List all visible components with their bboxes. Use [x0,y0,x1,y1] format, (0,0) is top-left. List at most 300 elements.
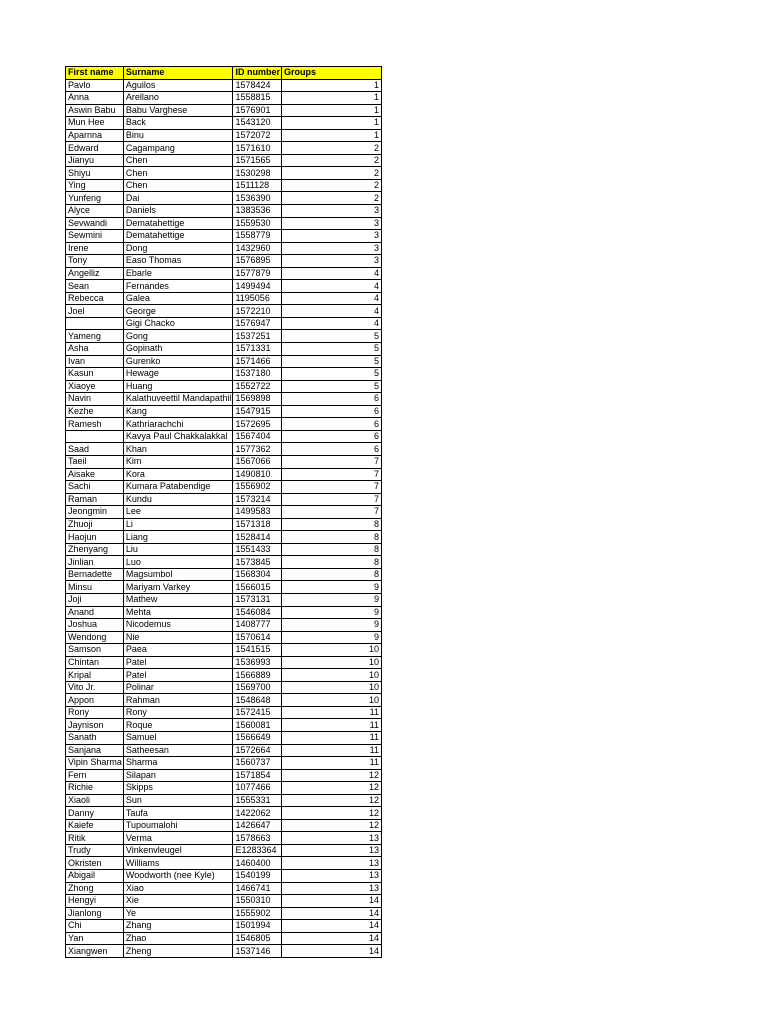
cell-first-name[interactable]: Ramesh [66,418,124,431]
cell-id-number[interactable]: 1530298 [233,167,282,180]
cell-surname[interactable]: Zhao [123,932,233,945]
cell-id-number[interactable]: 1568304 [233,568,282,581]
cell-first-name[interactable]: Yunfeng [66,192,124,205]
cell-surname[interactable]: Tupoumalohi [123,819,233,832]
table-row [66,920,382,933]
cell-first-name[interactable]: Vito Jr. [66,681,124,694]
cell-group[interactable]: 10 [281,669,381,682]
cell-group[interactable]: 10 [281,681,381,694]
cell-group[interactable]: 1 [281,79,381,92]
cell-surname[interactable]: Fernandes [123,280,233,293]
cell-first-name[interactable]: Mun Hee [66,117,124,130]
cell-surname[interactable]: Binu [123,129,233,142]
cell-id-number[interactable]: 1573845 [233,556,282,569]
cell-group[interactable]: 4 [281,317,381,330]
cell-surname[interactable]: Xiao [123,882,233,895]
cell-first-name[interactable]: Danny [66,807,124,820]
cell-surname[interactable]: Patel [123,656,233,669]
cell-group[interactable]: 14 [281,920,381,933]
cell-first-name[interactable]: Chi [66,920,124,933]
cell-group[interactable]: 8 [281,543,381,556]
cell-surname[interactable]: Sharma [123,757,233,770]
cell-group[interactable]: 12 [281,782,381,795]
cell-group[interactable]: 1 [281,117,381,130]
cell-group[interactable]: 9 [281,593,381,606]
cell-first-name[interactable]: Xiaoye [66,380,124,393]
cell-group[interactable]: 9 [281,581,381,594]
cell-id-number[interactable]: 1566649 [233,731,282,744]
cell-first-name[interactable]: Okristen [66,857,124,870]
cell-first-name[interactable]: Appon [66,694,124,707]
cell-surname[interactable]: Chen [123,154,233,167]
cell-id-number[interactable]: 1537180 [233,368,282,381]
cell-surname[interactable]: Daniels [123,205,233,218]
cell-id-number[interactable]: 1548648 [233,694,282,707]
cell-surname[interactable]: Roque [123,719,233,732]
cell-group[interactable]: 11 [281,744,381,757]
cell-surname[interactable]: Huang [123,380,233,393]
cell-id-number[interactable]: 1499494 [233,280,282,293]
cell-group[interactable]: 6 [281,405,381,418]
cell-id-number[interactable]: 1490810 [233,468,282,481]
cell-surname[interactable]: Gong [123,330,233,343]
cell-first-name[interactable]: Trudy [66,844,124,857]
cell-surname[interactable]: Williams [123,857,233,870]
cell-surname[interactable]: Rony [123,706,233,719]
cell-group[interactable]: 10 [281,656,381,669]
cell-first-name[interactable]: Aisake [66,468,124,481]
cell-group[interactable]: 3 [281,205,381,218]
cell-first-name[interactable]: Angelliz [66,267,124,280]
cell-first-name[interactable]: Zhong [66,882,124,895]
cell-surname[interactable]: Skipps [123,782,233,795]
cell-id-number[interactable]: E1283364 [233,844,282,857]
table-row [66,531,382,544]
cell-group[interactable]: 13 [281,882,381,895]
cell-group[interactable]: 12 [281,769,381,782]
cell-first-name[interactable]: Jeongmin [66,506,124,519]
cell-id-number[interactable]: 1555331 [233,794,282,807]
cell-surname[interactable]: Mathew [123,593,233,606]
cell-group[interactable]: 12 [281,819,381,832]
cell-id-number[interactable]: 1570614 [233,631,282,644]
cell-first-name[interactable]: Fern [66,769,124,782]
cell-id-number[interactable]: 1566015 [233,581,282,594]
cell-id-number[interactable]: 1541515 [233,644,282,657]
cell-surname[interactable]: Dong [123,242,233,255]
cell-surname[interactable]: Patel [123,669,233,682]
cell-first-name[interactable]: Kaiefe [66,819,124,832]
cell-first-name[interactable]: Joel [66,305,124,318]
cell-first-name[interactable]: Xiaoli [66,794,124,807]
cell-group[interactable]: 7 [281,506,381,519]
cell-id-number[interactable]: 1077466 [233,782,282,795]
cell-surname[interactable]: Kumara Patabendige [123,481,233,494]
cell-group[interactable]: 5 [281,380,381,393]
cell-surname[interactable]: Liu [123,543,233,556]
cell-surname[interactable]: Polinar [123,681,233,694]
cell-group[interactable]: 6 [281,418,381,431]
cell-id-number[interactable]: 1576947 [233,317,282,330]
cell-id-number[interactable]: 1550310 [233,895,282,908]
cell-id-number[interactable]: 1511128 [233,179,282,192]
cell-id-number[interactable]: 1432960 [233,242,282,255]
cell-first-name[interactable]: Jaynison [66,719,124,732]
cell-surname[interactable]: Galea [123,292,233,305]
cell-group[interactable]: 14 [281,907,381,920]
cell-surname[interactable]: Liang [123,531,233,544]
cell-id-number[interactable]: 1537146 [233,945,282,958]
cell-first-name[interactable]: Jinlian [66,556,124,569]
cell-group[interactable]: 4 [281,292,381,305]
cell-group[interactable]: 10 [281,644,381,657]
cell-id-number[interactable]: 1551433 [233,543,282,556]
cell-surname[interactable]: Magsumbol [123,568,233,581]
cell-id-number[interactable]: 1501994 [233,920,282,933]
cell-group[interactable]: 9 [281,631,381,644]
cell-group[interactable]: 5 [281,355,381,368]
cell-surname[interactable]: Hewage [123,368,233,381]
cell-first-name[interactable]: Jianlong [66,907,124,920]
cell-id-number[interactable]: 1555902 [233,907,282,920]
cell-id-number[interactable]: 1572072 [233,129,282,142]
cell-first-name[interactable]: Sachi [66,481,124,494]
cell-group[interactable]: 1 [281,129,381,142]
cell-first-name[interactable]: Kezhe [66,405,124,418]
cell-first-name[interactable] [66,430,124,443]
cell-surname[interactable]: Dai [123,192,233,205]
cell-surname[interactable]: Silapan [123,769,233,782]
cell-id-number[interactable]: 1537251 [233,330,282,343]
cell-first-name[interactable]: Sanjana [66,744,124,757]
cell-surname[interactable]: Kathriarachchi [123,418,233,431]
cell-group[interactable]: 12 [281,807,381,820]
cell-id-number[interactable]: 1195056 [233,292,282,305]
header-row [66,67,382,80]
table-row [66,443,382,456]
cell-surname[interactable]: Kalathuveettil Mandapathil [123,393,233,406]
cell-first-name[interactable]: Rony [66,706,124,719]
cell-surname[interactable]: Kang [123,405,233,418]
cell-id-number[interactable]: 1540199 [233,870,282,883]
cell-surname[interactable]: Woodworth (nee Kyle) [123,870,233,883]
cell-id-number[interactable]: 1528414 [233,531,282,544]
cell-id-number[interactable]: 1552722 [233,380,282,393]
cell-id-number[interactable]: 1422062 [233,807,282,820]
cell-group[interactable]: 14 [281,895,381,908]
cell-id-number[interactable]: 1558779 [233,230,282,243]
cell-group[interactable]: 10 [281,694,381,707]
cell-id-number[interactable]: 1567404 [233,430,282,443]
cell-group[interactable]: 7 [281,481,381,494]
cell-id-number[interactable]: 1546084 [233,606,282,619]
cell-group[interactable]: 6 [281,430,381,443]
cell-group[interactable]: 2 [281,179,381,192]
cell-first-name[interactable]: Joshua [66,619,124,632]
cell-first-name[interactable]: Xiangwen [66,945,124,958]
cell-group[interactable]: 3 [281,230,381,243]
cell-first-name[interactable] [66,317,124,330]
cell-first-name[interactable]: Aparnna [66,129,124,142]
cell-group[interactable]: 5 [281,343,381,356]
cell-surname[interactable]: Lee [123,506,233,519]
cell-surname[interactable]: Vinkenvleugel [123,844,233,857]
cell-id-number[interactable]: 1426647 [233,819,282,832]
cell-first-name[interactable]: Navin [66,393,124,406]
cell-group[interactable]: 13 [281,844,381,857]
cell-id-number[interactable]: 1571331 [233,343,282,356]
cell-id-number[interactable]: 1499583 [233,506,282,519]
cell-id-number[interactable]: 1572415 [233,706,282,719]
cell-surname[interactable]: Chen [123,179,233,192]
cell-first-name[interactable]: Chintan [66,656,124,669]
cell-surname[interactable]: Rahman [123,694,233,707]
cell-surname[interactable]: Li [123,518,233,531]
cell-group[interactable]: 14 [281,945,381,958]
cell-group[interactable]: 11 [281,731,381,744]
cell-surname[interactable]: Arellano [123,92,233,105]
cell-first-name[interactable]: Ritik [66,832,124,845]
cell-id-number[interactable]: 1408777 [233,619,282,632]
cell-group[interactable]: 3 [281,255,381,268]
cell-group[interactable]: 4 [281,267,381,280]
cell-group[interactable]: 8 [281,518,381,531]
cell-id-number[interactable]: 1560737 [233,757,282,770]
header-surname[interactable]: Surname [123,67,233,80]
cell-first-name[interactable]: Yan [66,932,124,945]
cell-surname[interactable]: Samuel [123,731,233,744]
cell-id-number[interactable]: 1560081 [233,719,282,732]
cell-surname[interactable]: Kavya Paul Chakkalakkal [123,430,233,443]
cell-group[interactable]: 7 [281,468,381,481]
cell-first-name[interactable]: Irene [66,242,124,255]
cell-surname[interactable]: Babu Varghese [123,104,233,117]
cell-id-number[interactable]: 1558815 [233,92,282,105]
header-groups[interactable]: Groups [281,67,381,80]
cell-surname[interactable]: Aguilos [123,79,233,92]
header-id-number[interactable]: ID number [233,67,282,80]
cell-surname[interactable]: Back [123,117,233,130]
header-first-name[interactable]: First name [66,67,124,80]
cell-id-number[interactable]: 1571610 [233,142,282,155]
cell-surname[interactable]: Ye [123,907,233,920]
cell-first-name[interactable]: Sean [66,280,124,293]
table-row [66,656,382,669]
table-row [66,907,382,920]
cell-first-name[interactable]: Sewmini [66,230,124,243]
cell-first-name[interactable]: Zhuoji [66,518,124,531]
table-row [66,870,382,883]
cell-surname[interactable]: Nie [123,631,233,644]
cell-id-number[interactable]: 1383536 [233,205,282,218]
cell-id-number[interactable]: 1571318 [233,518,282,531]
cell-first-name[interactable]: Joji [66,593,124,606]
cell-group[interactable]: 11 [281,719,381,732]
cell-id-number[interactable]: 1536993 [233,656,282,669]
cell-group[interactable]: 2 [281,192,381,205]
cell-surname[interactable]: Zheng [123,945,233,958]
cell-surname[interactable]: Taufa [123,807,233,820]
cell-id-number[interactable]: 1460400 [233,857,282,870]
cell-id-number[interactable]: 1577879 [233,267,282,280]
cell-group[interactable]: 7 [281,455,381,468]
cell-surname[interactable]: Kora [123,468,233,481]
cell-first-name[interactable]: Sevwandi [66,217,124,230]
cell-id-number[interactable]: 1573214 [233,493,282,506]
cell-surname[interactable]: Nicodemus [123,619,233,632]
cell-first-name[interactable]: Kripal [66,669,124,682]
cell-first-name[interactable]: Anand [66,606,124,619]
cell-id-number[interactable]: 1556902 [233,481,282,494]
cell-id-number[interactable]: 1567066 [233,455,282,468]
cell-first-name[interactable]: Ying [66,179,124,192]
cell-first-name[interactable]: Bernadette [66,568,124,581]
cell-group[interactable]: 2 [281,154,381,167]
table-row [66,556,382,569]
cell-group[interactable]: 3 [281,217,381,230]
cell-group[interactable]: 13 [281,832,381,845]
cell-first-name[interactable]: Sanath [66,731,124,744]
cell-first-name[interactable]: Anna [66,92,124,105]
cell-group[interactable]: 4 [281,305,381,318]
cell-first-name[interactable]: Samson [66,644,124,657]
cell-id-number[interactable]: 1578424 [233,79,282,92]
cell-surname[interactable]: Mehta [123,606,233,619]
cell-surname[interactable]: Kim [123,455,233,468]
cell-group[interactable]: 9 [281,606,381,619]
cell-surname[interactable]: Easo Thomas [123,255,233,268]
cell-first-name[interactable]: Taeil [66,455,124,468]
table-row [66,192,382,205]
cell-group[interactable]: 1 [281,92,381,105]
cell-group[interactable]: 5 [281,368,381,381]
cell-first-name[interactable]: Ivan [66,355,124,368]
cell-group[interactable]: 11 [281,706,381,719]
cell-first-name[interactable]: Yameng [66,330,124,343]
cell-first-name[interactable]: Kasun [66,368,124,381]
cell-id-number[interactable]: 1559530 [233,217,282,230]
cell-group[interactable]: 9 [281,619,381,632]
cell-surname[interactable]: Paea [123,644,233,657]
cell-first-name[interactable]: Alyce [66,205,124,218]
cell-first-name[interactable]: Richie [66,782,124,795]
cell-group[interactable]: 14 [281,932,381,945]
cell-surname[interactable]: Ebarle [123,267,233,280]
cell-group[interactable]: 11 [281,757,381,770]
cell-id-number[interactable]: 1536390 [233,192,282,205]
cell-first-name[interactable]: Edward [66,142,124,155]
cell-id-number[interactable]: 1572664 [233,744,282,757]
table-row [66,719,382,732]
cell-group[interactable]: 2 [281,142,381,155]
cell-first-name[interactable]: Saad [66,443,124,456]
cell-first-name[interactable]: Jianyu [66,154,124,167]
cell-group[interactable]: 2 [281,167,381,180]
cell-group[interactable]: 8 [281,556,381,569]
cell-first-name[interactable]: Minsu [66,581,124,594]
cell-surname[interactable]: Gurenko [123,355,233,368]
cell-first-name[interactable]: Shiyu [66,167,124,180]
table-row [66,205,382,218]
cell-group[interactable]: 3 [281,242,381,255]
cell-group[interactable]: 1 [281,104,381,117]
cell-group[interactable]: 4 [281,280,381,293]
cell-surname[interactable]: Satheesan [123,744,233,757]
cell-first-name[interactable]: Aswin Babu [66,104,124,117]
table-row [66,832,382,845]
cell-id-number[interactable]: 1547915 [233,405,282,418]
cell-first-name[interactable]: Zhenyang [66,543,124,556]
table-row [66,217,382,230]
cell-surname[interactable]: Dematahettige [123,217,233,230]
cell-group[interactable]: 13 [281,870,381,883]
cell-surname[interactable]: Sun [123,794,233,807]
cell-first-name[interactable]: Haojun [66,531,124,544]
cell-id-number[interactable]: 1573131 [233,593,282,606]
cell-first-name[interactable]: Asha [66,343,124,356]
cell-id-number[interactable]: 1571466 [233,355,282,368]
cell-surname[interactable]: Luo [123,556,233,569]
cell-surname[interactable]: Chen [123,167,233,180]
cell-group[interactable]: 12 [281,794,381,807]
cell-first-name[interactable]: Wendong [66,631,124,644]
cell-id-number[interactable]: 1466741 [233,882,282,895]
cell-group[interactable]: 6 [281,443,381,456]
cell-surname[interactable]: Khan [123,443,233,456]
table-row [66,355,382,368]
cell-surname[interactable]: Zhang [123,920,233,933]
cell-id-number[interactable]: 1572695 [233,418,282,431]
cell-id-number[interactable]: 1571565 [233,154,282,167]
cell-id-number[interactable]: 1572210 [233,305,282,318]
cell-id-number[interactable]: 1578663 [233,832,282,845]
cell-first-name[interactable]: Abigail [66,870,124,883]
cell-group[interactable]: 5 [281,330,381,343]
cell-id-number[interactable]: 1543120 [233,117,282,130]
cell-first-name[interactable]: Raman [66,493,124,506]
cell-surname[interactable]: Mariyam Varkey [123,581,233,594]
cell-surname[interactable]: Dematahettige [123,230,233,243]
cell-id-number[interactable]: 1576901 [233,104,282,117]
cell-group[interactable]: 13 [281,857,381,870]
cell-surname[interactable]: Verma [123,832,233,845]
cell-surname[interactable]: Gopinath [123,343,233,356]
cell-first-name[interactable]: Hengyi [66,895,124,908]
cell-surname[interactable]: George [123,305,233,318]
cell-id-number[interactable]: 1566889 [233,669,282,682]
cell-id-number[interactable]: 1576895 [233,255,282,268]
cell-surname[interactable]: Cagampang [123,142,233,155]
cell-id-number[interactable]: 1546805 [233,932,282,945]
cell-id-number[interactable]: 1577362 [233,443,282,456]
cell-surname[interactable]: Xie [123,895,233,908]
cell-group[interactable]: 7 [281,493,381,506]
cell-id-number[interactable]: 1569898 [233,393,282,406]
cell-group[interactable]: 8 [281,568,381,581]
table-row [66,568,382,581]
cell-surname[interactable]: Kundu [123,493,233,506]
cell-id-number[interactable]: 1569700 [233,681,282,694]
table-row [66,418,382,431]
cell-first-name[interactable]: Vipin Sharma [66,757,124,770]
cell-surname[interactable]: Gigi Chacko [123,317,233,330]
cell-id-number[interactable]: 1571854 [233,769,282,782]
cell-group[interactable]: 8 [281,531,381,544]
cell-first-name[interactable]: Rebecca [66,292,124,305]
cell-group[interactable]: 6 [281,393,381,406]
cell-first-name[interactable]: Pavlo [66,79,124,92]
cell-first-name[interactable]: Tony [66,255,124,268]
